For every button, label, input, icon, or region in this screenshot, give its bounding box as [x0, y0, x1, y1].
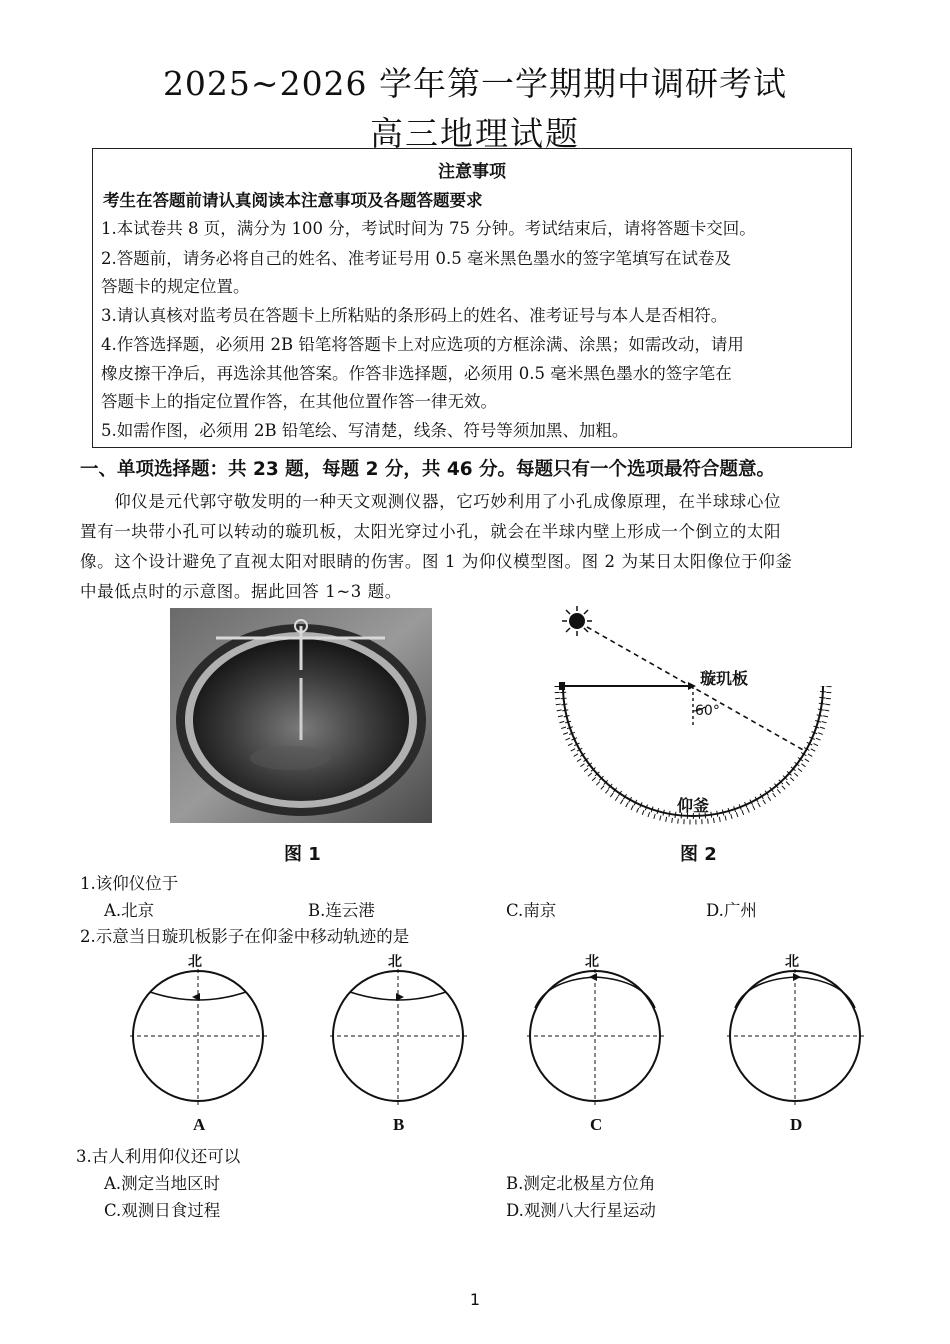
question-1-stem: 1.该仰仪位于: [80, 874, 179, 893]
page-number: 1: [469, 1290, 481, 1309]
notice-line: 3.请认真核对监考员在答题卡上所粘贴的条形码上的姓名、准考证号与本人是否相符。: [101, 306, 728, 325]
passage-line: 仰仪是元代郭守敬发明的一种天文观测仪器，它巧妙利用了小孔成像原理，在半球球心位: [80, 492, 782, 511]
notice-line: 5.如需作图，必须用 2B 铅笔绘、写清楚，线条、符号等须加黑、加粗。: [101, 421, 629, 440]
fig2-bowl-label: 仰釜: [677, 796, 710, 815]
q2-option-b-label: B: [393, 1115, 405, 1134]
exam-title: 2025~2026 学年第一学期期中调研考试: [162, 64, 788, 103]
section-heading: 一、单项选择题：共 23 题，每题 2 分，共 46 分。每题只有一个选项最符合题意。: [80, 459, 776, 480]
notice-line: 4.作答选择题，必须用 2B 铅笔将答题卡上对应选项的方框涂满、涂黑；如需改动，请用: [101, 335, 744, 354]
q2-diagram-c[interactable]: [527, 950, 667, 1105]
notice-subheading: 考生在答题前请认真阅读本注意事项及各题答题要求: [103, 191, 483, 210]
passage-line: 像。这个设计避免了直视太阳对眼睛的伤害。图 1 为仰仪模型图。图 2 为某日太阳像位于仰釜: [80, 552, 793, 571]
q2-diagram-b[interactable]: [330, 950, 470, 1105]
figure-2-caption: 图 2: [680, 844, 717, 865]
q1-option-a[interactable]: A.北京: [104, 901, 155, 920]
passage-line: 中最低点时的示意图。据此回答 1~3 题。: [80, 582, 402, 601]
q1-option-c[interactable]: C.南京: [506, 901, 557, 920]
north-label: 北: [585, 954, 599, 970]
figure-1-caption: 图 1: [284, 844, 321, 865]
notice-line: 橡皮擦干净后，再选涂其他答案。作答非选择题，必须用 0.5 毫米黑色墨水的签字笔在: [101, 364, 732, 383]
exam-subtitle: 高三地理试题: [370, 114, 580, 153]
passage-line: 置有一块带小孔可以转动的璇玑板，太阳光穿过小孔，就会在半球内壁上形成一个倒立的太阳: [80, 522, 782, 541]
q3-option-c[interactable]: C.观测日食过程: [104, 1201, 221, 1220]
q1-option-d[interactable]: D.广州: [706, 901, 757, 920]
fig2-angle-label: 60°: [695, 703, 720, 719]
north-label: 北: [188, 954, 202, 970]
notice-line: 2.答题前，请务必将自己的姓名、准考证号用 0.5 毫米黑色墨水的签字笔填写在试卷及: [101, 249, 731, 268]
q2-diagram-d[interactable]: [727, 950, 867, 1105]
north-label: 北: [785, 954, 799, 970]
q1-option-b[interactable]: B.连云港: [308, 901, 375, 920]
q3-option-b[interactable]: B.测定北极星方位角: [506, 1174, 656, 1193]
q2-option-a-label: A: [193, 1115, 206, 1134]
q2-option-d-label: D: [790, 1115, 803, 1134]
figure-1-photo: [170, 608, 432, 823]
fig2-board-label: 璇玑板: [700, 669, 749, 688]
q2-option-c-label: C: [590, 1115, 603, 1134]
notice-line: 答题卡上的指定位置作答，在其他位置作答一律无效。: [101, 392, 497, 411]
figure-2-diagram: [545, 603, 835, 825]
north-label: 北: [388, 954, 402, 970]
notice-line: 1.本试卷共 8 页，满分为 100 分，考试时间为 75 分钟。考试结束后，请将答题卡交回。: [101, 219, 756, 238]
notice-line: 答题卡的规定位置。: [101, 277, 250, 296]
question-3-stem: 3.古人利用仰仪还可以: [76, 1147, 241, 1166]
sun-icon: [562, 606, 592, 636]
q2-diagram-a[interactable]: [130, 950, 270, 1105]
question-2-stem: 2.示意当日璇玑板影子在仰釜中移动轨迹的是: [80, 927, 410, 946]
notice-heading: 注意事项: [438, 162, 506, 182]
q3-option-d[interactable]: D.观测八大行星运动: [506, 1201, 656, 1220]
q3-option-a[interactable]: A.测定当地区时: [104, 1174, 221, 1193]
notice-box: [92, 148, 852, 448]
